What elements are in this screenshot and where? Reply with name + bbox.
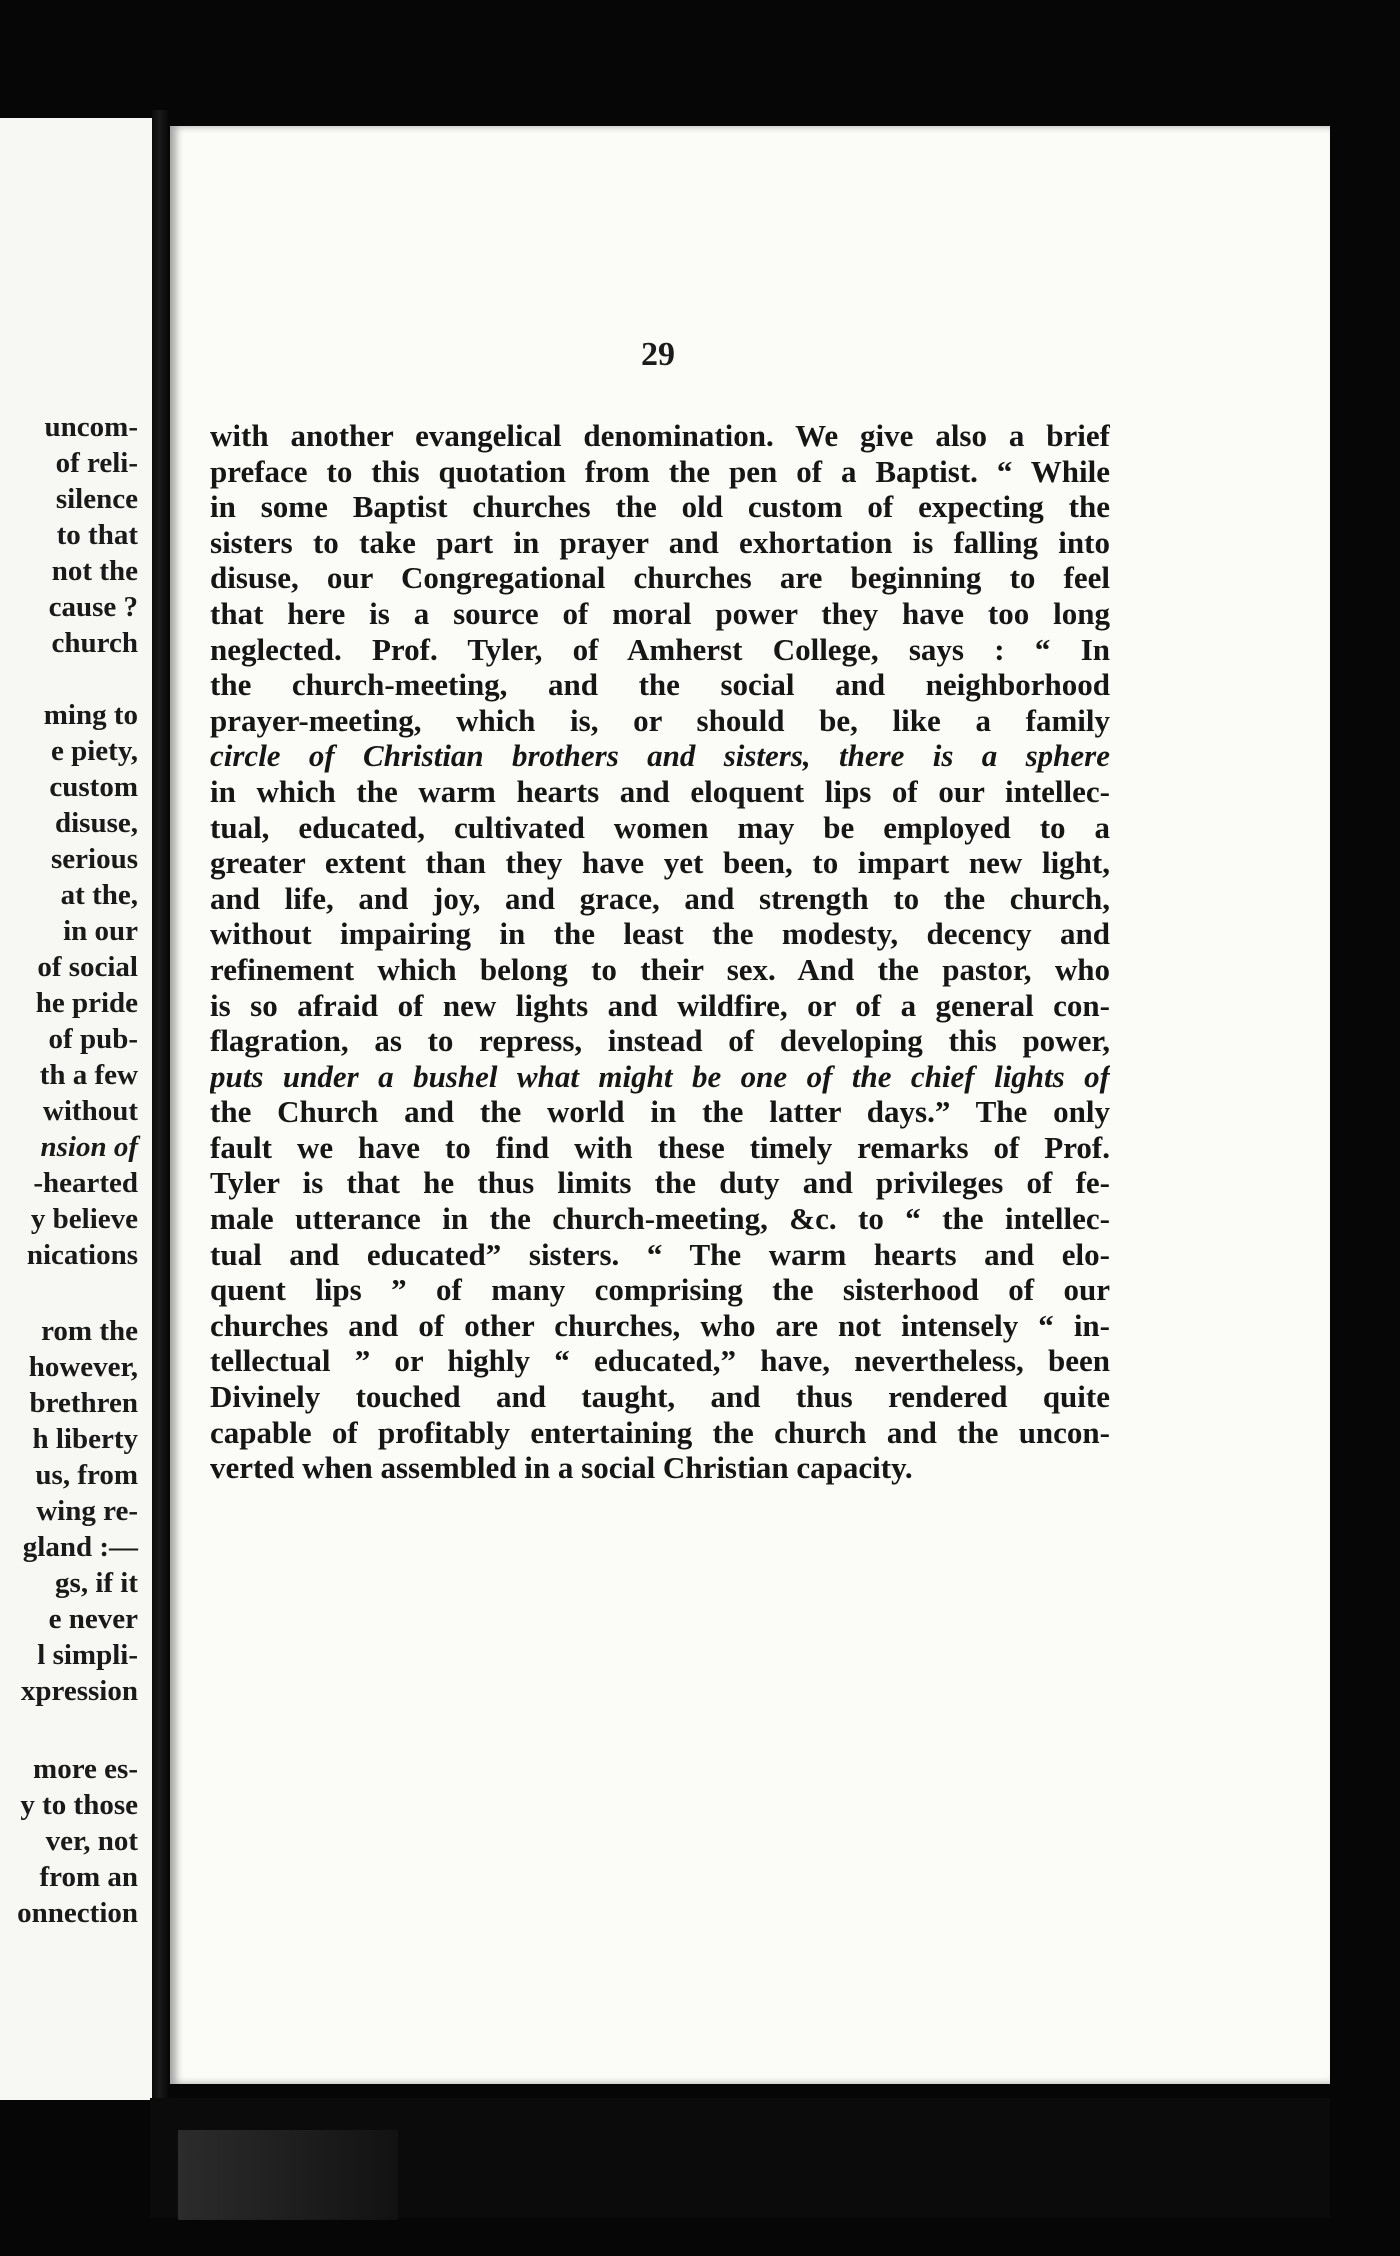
text-line: capable of profitably entertaining the church and the uncon- [210, 1414, 1110, 1450]
left-text-line: h liberty [32, 1423, 138, 1455]
text-line: sisters to take part in prayer and exhortation is falling into [210, 524, 1110, 560]
text-line: refinement which belong to their sex. And the pastor, who [210, 951, 1110, 987]
left-text-line: of reli- [55, 447, 138, 479]
text-line: flagration, as to repress, instead of developing this power, [210, 1023, 1110, 1059]
left-text-line: serious [51, 843, 138, 875]
text-line: neglected. Prof. Tyler, of Amherst College, says : “ In [210, 631, 1110, 667]
left-text-line: nications [26, 1239, 138, 1271]
left-text-line: -hearted [33, 1167, 138, 1199]
left-text-line: in our [63, 915, 138, 947]
left-text-line: from an [39, 1861, 138, 1893]
left-text-line: cause ? [48, 591, 138, 623]
left-text-line: not the [51, 555, 138, 587]
text-line: Tyler is that he thus limits the duty and privileges of fe- [210, 1165, 1110, 1201]
text-line: fault we have to find with these timely remarks of Prof. [210, 1129, 1110, 1165]
text-line: and life, and joy, and grace, and strength to the church, [210, 880, 1110, 916]
left-text-line: wing re- [36, 1495, 138, 1527]
left-page-fragment [0, 118, 152, 2100]
left-text-line: us, from [35, 1459, 138, 1491]
text-line: in some Baptist churches the old custom of expecting the [210, 489, 1110, 525]
left-text-line: of pub- [48, 1023, 138, 1055]
text-line: male utterance in the church-meeting, &c. to “ the intellec- [210, 1201, 1110, 1237]
text-line: verted when assembled in a social Christian capacity. [210, 1450, 913, 1486]
text-line: the Church and the world in the latter days.” The only [210, 1094, 1110, 1130]
left-text-line: nsion of [40, 1131, 138, 1163]
main-page [170, 126, 1330, 2084]
page-edge-shadow [178, 2130, 398, 2220]
left-text-line: silence [55, 483, 138, 515]
left-text-line: uncom- [44, 411, 138, 443]
left-text-line: of social [37, 951, 138, 983]
book-gutter [152, 110, 170, 2110]
left-text-line: he pride [35, 987, 138, 1019]
left-text-line: xpression [20, 1675, 138, 1707]
text-line: circle of Christian brothers and sisters, there is a sphere [210, 738, 1110, 774]
left-text-line: gs, if it [55, 1567, 138, 1599]
page-number: 29 [641, 336, 675, 373]
text-line: that here is a source of moral power they have too long [210, 595, 1110, 631]
text-line: the church-meeting, and the social and neighborhood [210, 667, 1110, 703]
left-text-line: y believe [30, 1203, 138, 1235]
left-text-line: without [42, 1095, 138, 1127]
text-line: quent lips ” of many comprising the sisterhood of our [210, 1272, 1110, 1308]
left-text-line: more es- [33, 1753, 138, 1785]
left-text-line: at the, [60, 879, 138, 911]
text-line: greater extent than they have yet been, to impart new light, [210, 845, 1110, 881]
left-text-line: ver, not [45, 1825, 138, 1857]
left-text-line: disuse, [54, 807, 138, 839]
body-text [210, 418, 1110, 1486]
text-line: puts under a bushel what might be one of the chief lights of [210, 1058, 1110, 1094]
left-text-line: custom [49, 771, 138, 803]
left-text-line: rom the [41, 1315, 138, 1347]
left-text-line: l simpli- [37, 1639, 138, 1671]
text-line: tellectual ” or highly “ educated,” have, nevertheless, been [210, 1343, 1110, 1379]
left-text-line: brethren [29, 1387, 138, 1419]
text-line: prayer-meeting, which is, or should be, like a family [210, 702, 1110, 738]
text-line: in which the warm hearts and eloquent lips of our intellec- [210, 773, 1110, 809]
text-line: churches and of other churches, who are not intensely “ in- [210, 1307, 1110, 1343]
left-text-line: y to those [20, 1789, 138, 1821]
left-text-line: e piety, [51, 735, 138, 767]
text-line: tual, educated, cultivated women may be employed to a [210, 809, 1110, 845]
left-text-line: ming to [43, 699, 138, 731]
left-text-line: onnection [17, 1897, 138, 1929]
left-text-line: gland :— [22, 1531, 138, 1563]
text-line: disuse, our Congregational churches are beginning to feel [210, 560, 1110, 596]
text-line: Divinely touched and taught, and thus rendered quite [210, 1379, 1110, 1415]
text-line: with another evangelical denomination. We give also a brief [210, 418, 1110, 453]
text-line: preface to this quotation from the pen of a Baptist. “ While [210, 453, 1110, 489]
text-line: tual and educated” sisters. “ The warm hearts and elo- [210, 1236, 1110, 1272]
left-text-line: e never [48, 1603, 138, 1635]
left-text-line: th a few [39, 1059, 138, 1091]
left-text-line: to that [56, 519, 138, 551]
left-text-line: however, [28, 1351, 138, 1383]
text-line: is so afraid of new lights and wildfire, or of a general con- [210, 987, 1110, 1023]
left-text-line: church [51, 627, 138, 659]
text-line: without impairing in the least the modesty, decency and [210, 916, 1110, 952]
